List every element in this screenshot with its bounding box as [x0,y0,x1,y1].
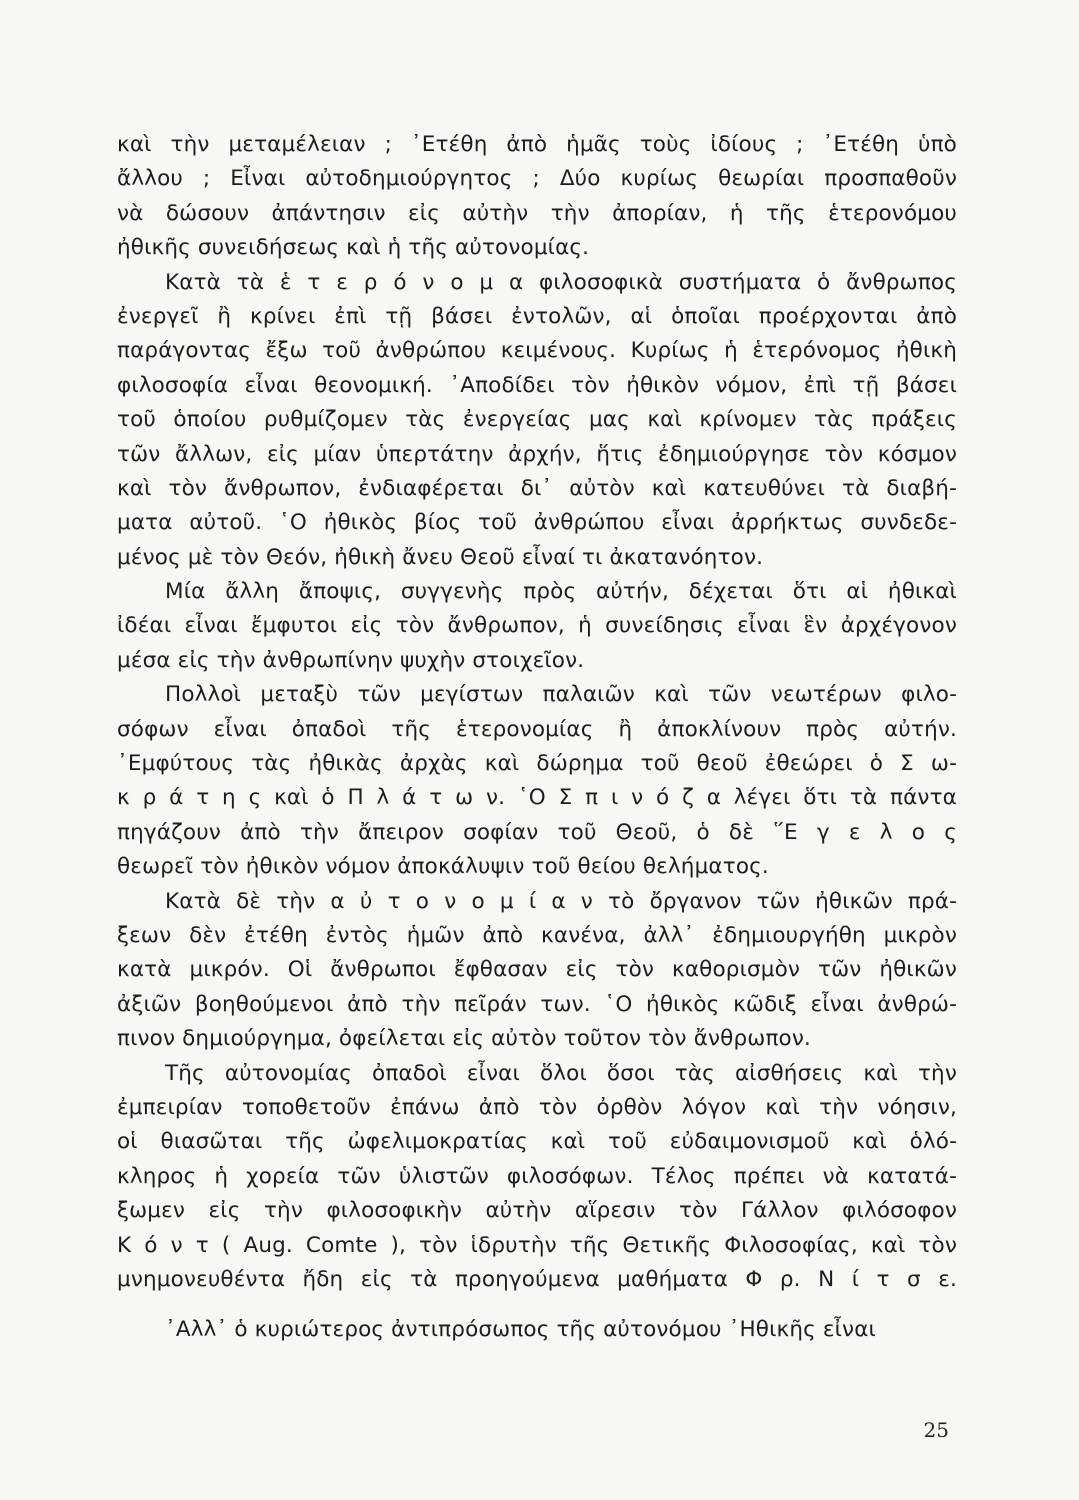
text-line: οἱ θιασῶται τῆς ὠφελιμοκρατίας καὶ τοῦ εὐδαιμονισμοῦ καὶ ὁλό- [117,1129,957,1155]
text-line: ματα αὐτοῦ. ῾Ο ἠθικὸς βίος τοῦ ἀνθρώπου εἶναι ἀρρήκτως συνδεδε- [117,510,957,536]
text-line: πινον δημιούργημα, ὀφείλεται εἰς αὐτὸν τοῦτον τὸν ἄνθρωπον. [117,1026,811,1052]
text-line: ξωμεν εἰς τὴν φιλοσοφικὴν αὐτὴν αἵρεσιν τὸν Γάλλον φιλόσοφον [117,1198,957,1224]
page-text [117,128,957,1348]
text-line: Κατὰ τὰ ἑ τ ε ρ ό ν ο μ α φιλοσοφικὰ συστήματα ὁ ἄνθρωπος [165,269,957,295]
text-line: Κατὰ δὲ τὴν α ὐ τ ο ν ο μ ί α ν τὸ ὄργανον τῶν ἠθικῶν πρά- [165,888,957,914]
page-number: 25 [923,1418,949,1442]
text-line: νὰ δώσουν ἀπάντησιν εἰς αὐτὴν τὴν ἀπορίαν, ἡ τῆς ἑτερονόμου [117,200,957,226]
text-line: τοῦ ὁποίου ρυθμίζομεν τὰς ἐνεργείας μας καὶ κρίνομεν τὰς πράξεις [117,407,957,433]
text-line: ἄλλου ; Εἶναι αὐτοδημιούργητος ; Δύο κυρίως θεωρίαι προσπαθοῦν [117,166,957,192]
text-line: ἠθικῆς συνειδήσεως καὶ ἡ τῆς αὐτονομίας. [117,235,590,261]
text-line: παράγοντας ἔξω τοῦ ἀνθρώπου κειμένους. Κυρίως ἡ ἑτερόνομος ἠθικὴ [117,338,957,364]
text-line: μέσα εἰς τὴν ἀνθρωπίνην ψυχὴν στοιχεῖον. [117,647,585,673]
text-line: μένος μὲ τὸν Θεόν, ἠθικὴ ἄνευ Θεοῦ εἶναί τι ἀκατανόητον. [117,544,764,570]
text-line: κ ρ ά τ η ς καὶ ὁ Π λ ά τ ω ν. ῾Ο Σ π ι ν ό ζ α λέγει ὅτι τὰ πάντα [117,785,957,811]
text-line: θεωρεῖ τὸν ἠθικὸν νόμον ἀποκάλυψιν τοῦ θείου θελήματος. [117,854,769,880]
text-line: σόφων εἶναι ὀπαδοὶ τῆς ἑτερονομίας ἢ ἀποκλίνουν πρὸς αὐτήν. [117,716,957,742]
text-line: Τῆς αὐτονομίας ὀπαδοὶ εἶναι ὅλοι ὅσοι τὰς αἰσθήσεις καὶ τὴν [165,1060,957,1086]
text-line: κληρος ἡ χορεία τῶν ὑλιστῶν φιλοσόφων. Τέλος πρέπει νὰ κατατά- [117,1163,957,1189]
text-line: πηγάζουν ἀπὸ τὴν ἄπειρον σοφίαν τοῦ Θεοῦ, ὁ δὲ ῞Ε γ ε λ ο ς [117,819,957,845]
text-line: Κ ό ν τ ( Aug. Comte ), τὸν ἱδρυτὴν τῆς Θετικῆς Φιλοσοφίας, καὶ τὸν [117,1232,957,1258]
text-line: ξεων δὲν ἐτέθη ἐντὸς ἡμῶν ἀπὸ κανένα, ἀλλ᾿ ἐδημιουργήθη μικρὸν [117,922,957,948]
text-line: καὶ τὸν ἄνθρωπον, ἐνδιαφέρεται δι᾿ αὐτὸν καὶ κατευθύνει τὰ διαβή- [117,475,957,501]
text-line: ἐμπειρίαν τοποθετοῦν ἐπάνω ἀπὸ τὸν ὀρθὸν λόγον καὶ τὴν νόησιν, [117,1094,957,1120]
text-line: τῶν ἄλλων, εἰς μίαν ὑπερτάτην ἀρχήν, ἥτις ἐδημιούργησε τὸν κόσμον [117,441,957,467]
text-line: ἰδέαι εἶναι ἔμφυτοι εἰς τὸν ἄνθρωπον, ἡ συνείδησις εἶναι ἓν ἀρχέγονον [117,613,957,639]
text-line: Μία ἄλλη ἄποψις, συγγενὴς πρὸς αὐτήν, δέχεται ὅτι αἱ ἠθικαὶ [165,579,957,605]
text-line: Πολλοὶ μεταξὺ τῶν μεγίστων παλαιῶν καὶ τῶν νεωτέρων φιλο- [165,682,957,708]
text-line: ᾿Εμφύτους τὰς ἠθικὰς ἀρχὰς καὶ δώρημα τοῦ θεοῦ ἐθεώρει ὁ Σ ω- [117,751,957,777]
text-line: φιλοσοφία εἶναι θεονομική. ᾿Αποδίδει τὸν ἠθικὸν νόμον, ἐπὶ τῇ βάσει [117,372,957,398]
text-line: κατὰ μικρόν. Οἱ ἄνθρωποι ἔφθασαν εἰς τὸν καθορισμὸν τῶν ἠθικῶν [117,957,957,983]
text-line: καὶ τὴν μεταμέλειαν ; ᾿Ετέθη ἀπὸ ἡμᾶς τοὺς ἰδίους ; ᾿Ετέθη ὑπὸ [117,132,957,157]
text-line: ᾿Αλλ᾿ ὁ κυριώτερος ἀντιπρόσωπος τῆς αὐτονόμου ᾿Ηθικῆς εἶναι [165,1317,876,1343]
text-line: μνημονευθέντα ἤδη εἰς τὰ προηγούμενα μαθήματα Φ ρ. Ν ί τ σ ε. [117,1266,957,1292]
text-line: ἀξιῶν βοηθούμενοι ἀπὸ τὴν πεῖράν των. ῾Ο ἠθικὸς κῶδιξ εἶναι ἀνθρώ- [117,991,957,1017]
text-line: ἐνεργεῖ ἢ κρίνει ἐπὶ τῇ βάσει ἐντολῶν, αἱ ὁποῖαι προέρχονται ἀπὸ [117,303,957,329]
